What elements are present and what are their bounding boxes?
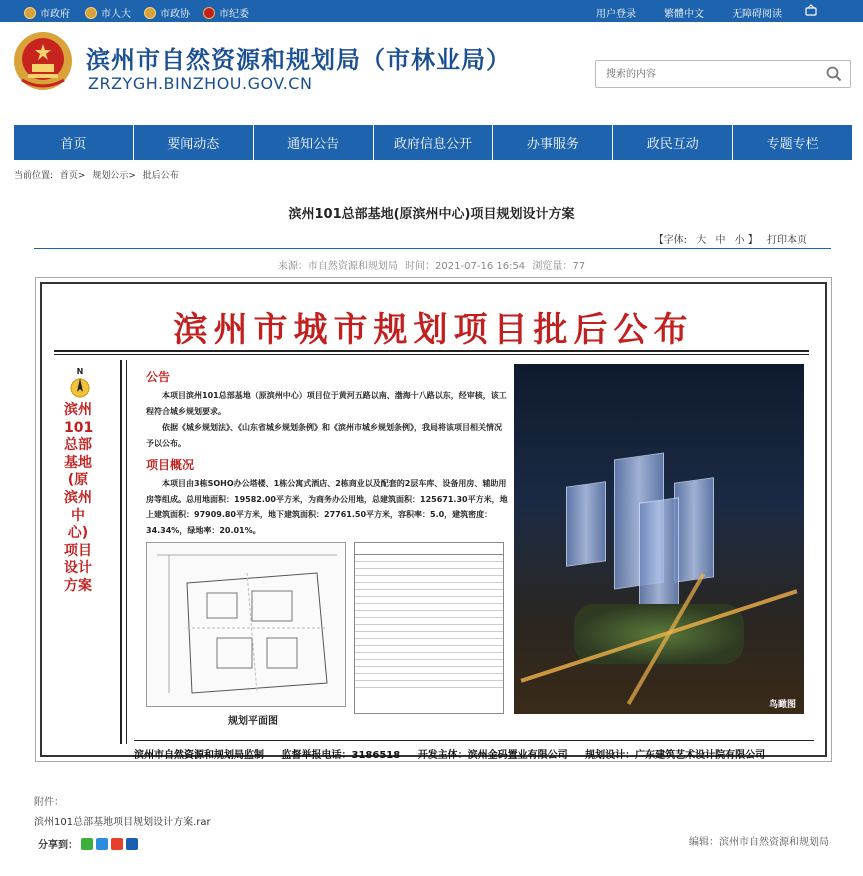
table-row [355,646,503,653]
poster-frame [40,282,827,761]
table-row [355,543,503,555]
emblem-icon [85,7,97,19]
plan-caption: 规划平面图 [228,716,278,727]
title-divider [34,248,831,249]
article-title: 滨州101总部基地(原滨州中心)项目规划设计方案 [288,207,575,222]
top-bar [0,0,863,22]
table-row [355,555,503,562]
poster-footer-rule [134,740,814,741]
table-row [355,653,503,660]
nav-topics[interactable]: 专题专栏 [733,125,852,160]
emblem-icon [24,7,36,19]
table-row [355,590,503,597]
footer-supervisor: 滨州市自然资源和规划局监制 [134,750,264,761]
nav-interaction[interactable]: 政民互动 [613,125,733,160]
share-label: 分享到： [38,840,78,851]
article-source: 来源：市自然资源和规划局 [277,261,398,272]
table-row [355,597,503,604]
weibo-icon[interactable] [111,838,123,850]
table-row [355,667,503,674]
breadcrumb-planning[interactable]: 规划公示> [92,171,136,181]
poster-title: 滨州市城市规划项目批后公布 [173,310,694,350]
footer-hotline: 监督举报电话：3186518 [281,750,401,761]
wechat-icon[interactable] [81,838,93,850]
font-size-small[interactable]: 小 [734,235,745,246]
table-row [355,576,503,583]
render-caption: 鸟瞰图 [768,700,796,710]
table-row [355,681,503,688]
notice-paragraph-2: 依据《城乡规划法》、《山东省城乡规划条例》和《滨州市城乡规划条例》，我局将该项目相关情况予以公布。 [146,423,502,448]
article-views: 浏览量：77 [532,261,586,272]
announcement-poster [35,277,832,762]
table-row [355,569,503,576]
nav-services[interactable]: 办事服务 [493,125,613,160]
notice-heading: 公告 [146,370,171,384]
table-row [355,604,503,611]
table-row [355,583,503,590]
aerial-rendering [514,364,804,714]
site-title: 滨州市自然资源和规划局（市林业局） [86,46,511,74]
attachment-label: 附件： [34,797,64,808]
table-row [355,611,503,618]
footer-designer: 规划设计：广东建筑艺术设计院有限公司 [585,750,766,761]
renren-icon[interactable] [126,838,138,850]
nav-notices[interactable]: 通知公告 [254,125,374,160]
share-bar [38,836,138,851]
article-tools [654,231,807,246]
table-row [355,674,503,681]
attachment-link[interactable]: 滨州101总部基地项目规划设计方案.rar [34,817,211,828]
tower-shape [566,481,606,567]
party-emblem-icon [203,7,215,19]
table-row [355,625,503,632]
accessibility-link[interactable]: 无障碍阅读 [732,9,782,20]
font-size-large[interactable]: 大 [696,235,707,246]
compass-icon [70,366,90,406]
poster-footer [134,746,779,761]
tower-shape [674,477,714,583]
table-row [355,639,503,646]
overview-paragraph: 本项目由3栋SOHO办公塔楼、1栋公寓式酒店、2栋商业以及配套的2层车库、设备用房、辅助用房等组成。总用地面积：19582.00平方米，为商务办公用地，总建筑面积：125671.30平方米，地上建筑面积：97909.80平方米，地下建筑面积：27761.50平方米，容积率：5.0，建筑密度：34.34%，绿地率：20.01%。 [146,479,508,535]
table-row [355,660,503,667]
compass-label: N [76,367,84,376]
breadcrumb-current[interactable]: 批后公布 [142,171,179,181]
search-input[interactable] [596,61,816,87]
search-icon[interactable] [826,66,842,86]
elder-mode-icon[interactable] [804,3,818,20]
breadcrumb-label: 当前位置: [14,171,54,181]
nav-home[interactable]: 首页 [14,125,134,160]
qzone-icon[interactable] [96,838,108,850]
topbar-link-cppcc[interactable]: 市政协 [144,5,190,20]
table-row [355,632,503,639]
indicator-table-image [354,542,504,714]
notice-paragraph-1: 本项目滨州101总部基地（原滨州中心）项目位于黄河五路以南、渤海十八路以东，经审核，该工程符合城乡规划要求。 [146,391,507,416]
editor-credit: 编辑：滨州市自然资源和规划局 [689,837,829,848]
topbar-link-npc[interactable]: 市人大 [85,5,131,20]
site-header [0,22,863,120]
main-nav [14,125,852,160]
emblem-icon [144,7,156,19]
national-emblem-icon [12,30,74,92]
topbar-link-discipline[interactable]: 市纪委 [203,5,249,20]
table-row [355,618,503,625]
topbar-link-city-gov[interactable]: 市政府 [24,5,70,20]
site-plan-drawing [146,542,346,707]
traditional-chinese-link[interactable]: 繁體中文 [664,9,704,20]
breadcrumb [14,168,183,181]
poster-column-rule [126,360,130,744]
breadcrumb-home[interactable]: 首页> [59,171,86,181]
print-link[interactable]: 打印本页 [767,235,807,246]
footer-developer: 开发主体：滨州金码置业有限公司 [417,750,568,761]
poster-divider [54,350,809,352]
login-link[interactable]: 用户登录 [596,9,636,20]
poster-divider [54,354,809,355]
poster-vertical-title: 滨州101总部基地(原滨州中心)项目设计方案 [64,402,94,594]
nav-gov-info[interactable]: 政府信息公开 [374,125,494,160]
nav-news[interactable]: 要闻动态 [134,125,254,160]
site-domain: ZRZYGH.BINZHOU.GOV.CN [88,74,313,93]
article-time: 时间：2021-07-16 16:54 [405,261,526,272]
article-meta [0,257,863,272]
font-size-medium[interactable]: 中 [715,235,726,246]
font-size-label: 【字体: [653,235,688,246]
overview-heading: 项目概况 [146,458,195,472]
search-box [595,60,851,88]
font-size-close: 】 [747,235,758,246]
table-row [355,562,503,569]
